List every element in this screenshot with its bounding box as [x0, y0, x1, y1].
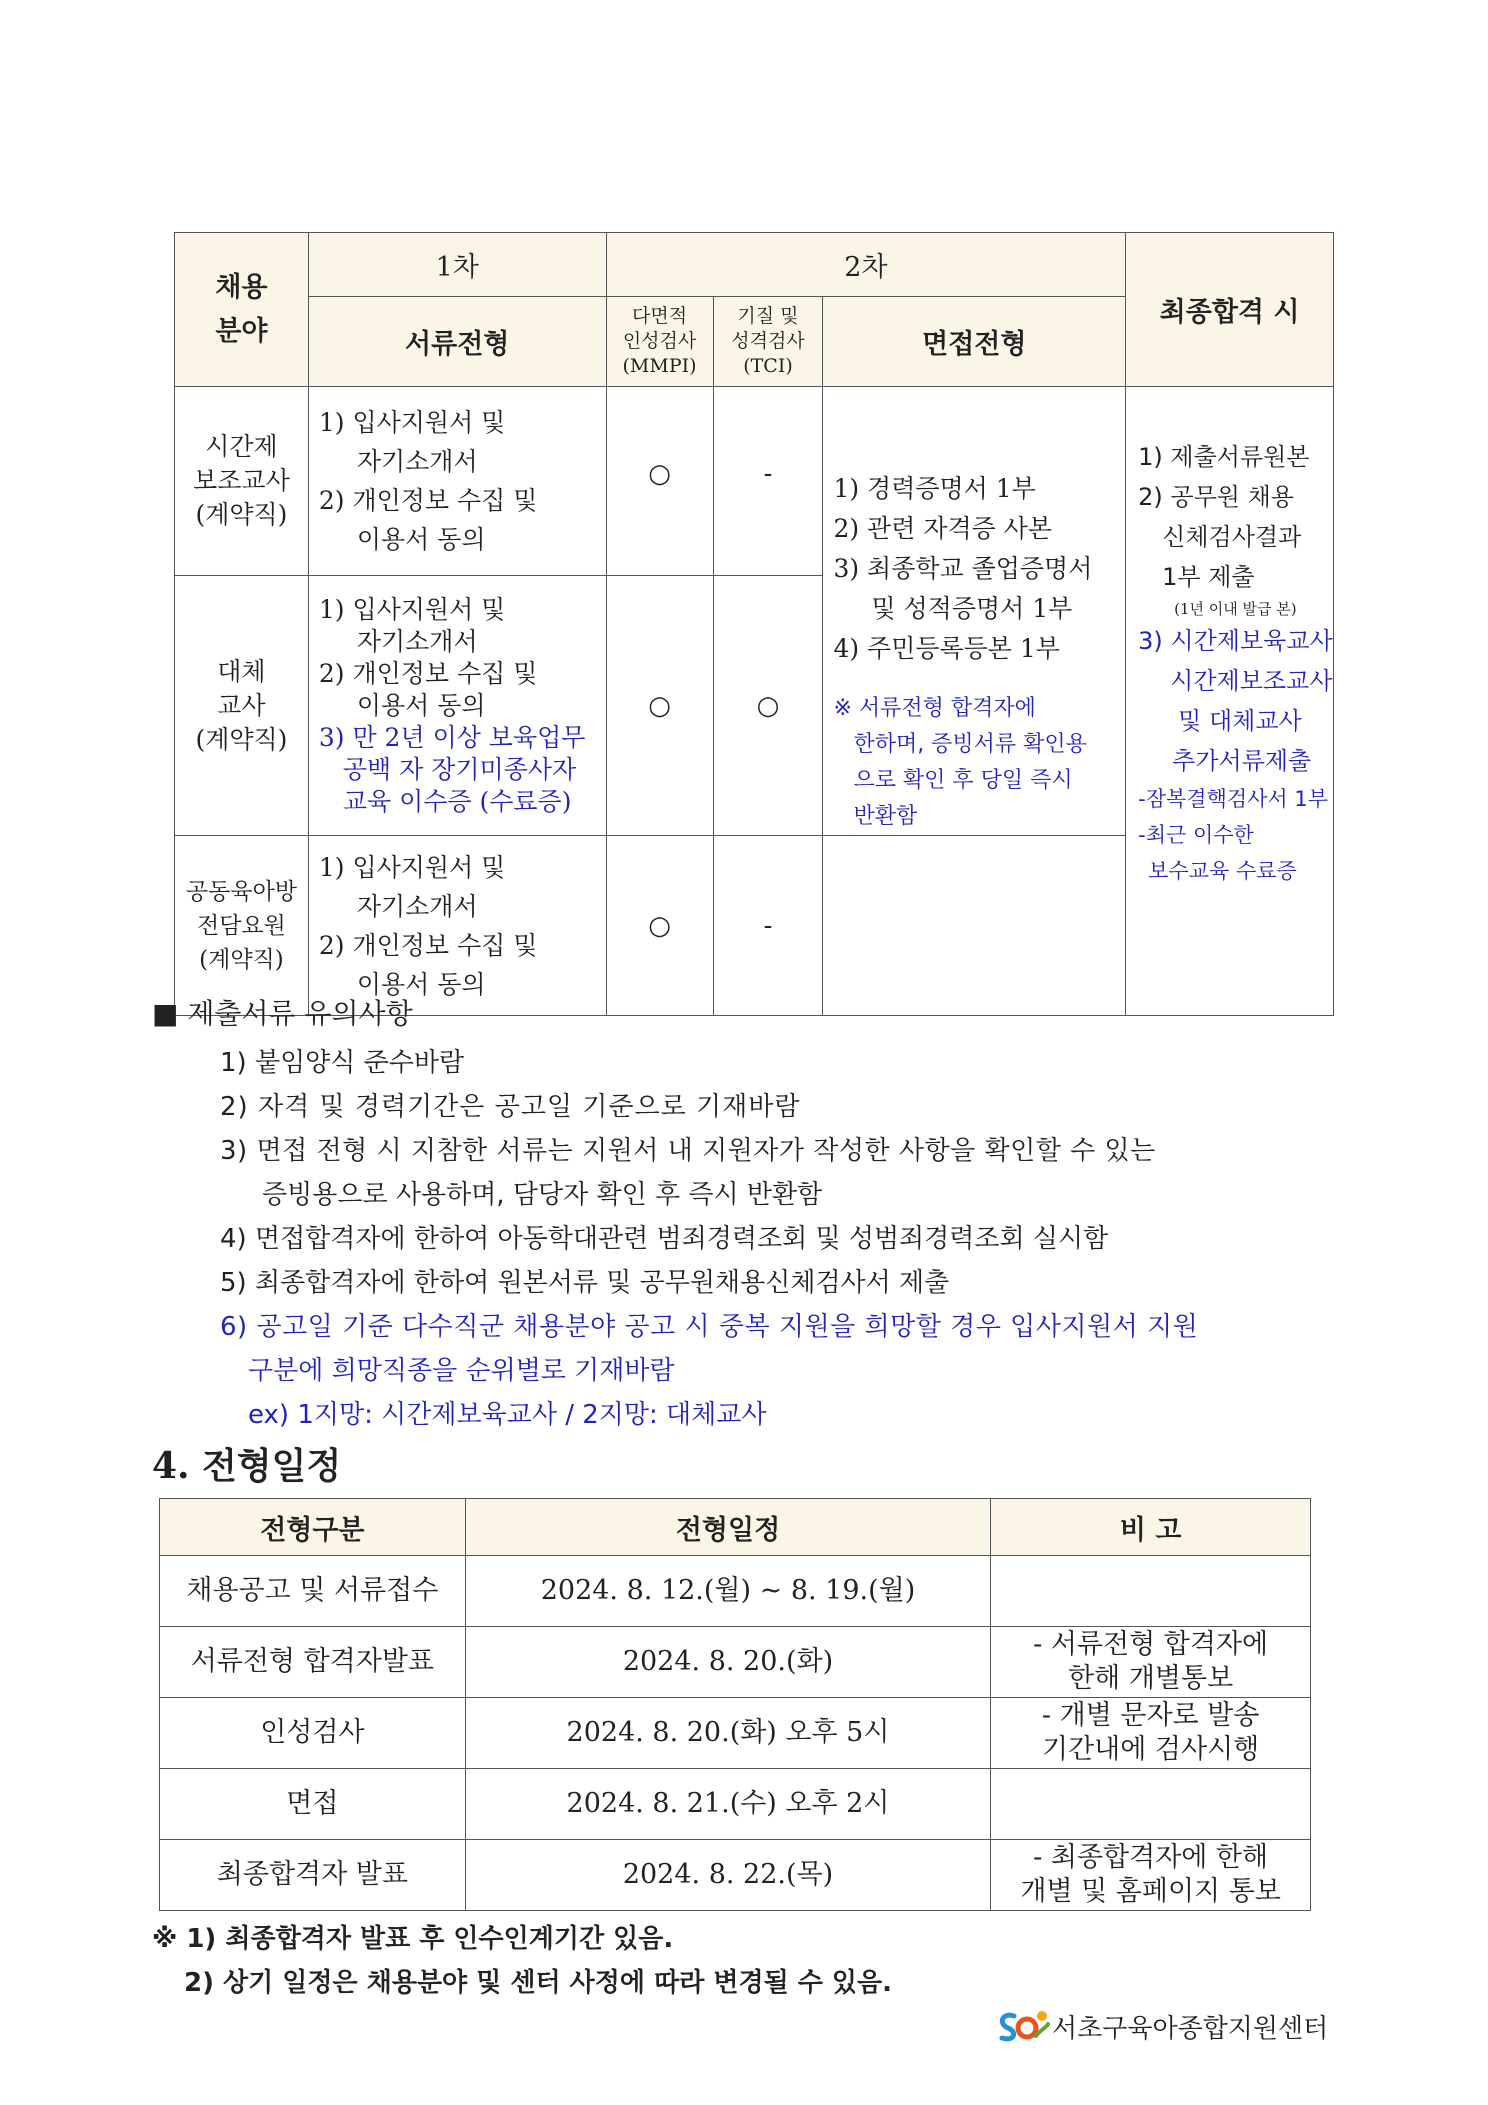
- table-row: 서류전형 합격자발표 2024. 8. 20.(화) - 서류전형 합격자에 한해 개별통보: [160, 1627, 1311, 1698]
- field-cell-part-time-assistant: 시간제 보조교사 (계약직): [175, 387, 309, 576]
- table-row: 면접 2024. 8. 21.(수) 오후 2시: [160, 1769, 1311, 1840]
- mmpi-mark: ○: [606, 576, 713, 836]
- interview-empty-cell: [823, 836, 1126, 1016]
- table-row: 인성검사 2024. 8. 20.(화) 오후 5시 - 개별 문자로 발송 기간내에 검사시행: [160, 1698, 1311, 1769]
- footnote-1: ※ 1) 최종합격자 발표 후 인수인계기간 있음.: [152, 1924, 674, 1954]
- table-row: 채용공고 및 서류접수 2024. 8. 12.(월) ~ 8. 19.(월): [160, 1556, 1311, 1627]
- header-note: 비 고: [991, 1499, 1311, 1556]
- notes-title: ■ 제출서류 유의사항: [152, 997, 413, 1030]
- section-title: 4. 전형일정: [152, 1445, 342, 1487]
- field-cell-substitute-teacher: 대체 교사 (계약직): [175, 576, 309, 836]
- interview-note: ※ 서류전형 합격자에 한하며, 증빙서류 확인용 으로 확인 후 당일 즉시 반환함: [833, 696, 1087, 829]
- field-cell-childcare-room-staff: 공동육아방 전담요원 (계약직): [175, 836, 309, 1016]
- note-item: 증빙용으로 사용하며, 담당자 확인 후 즉시 반환함: [262, 1180, 823, 1210]
- mmpi-mark: ○: [606, 836, 713, 1016]
- header-stage: 전형구분: [160, 1499, 466, 1556]
- note-item: 1) 붙임양식 준수바람: [220, 1048, 465, 1078]
- docs-cell: 1) 입사지원서 및 자기소개서 2) 개인정보 수집 및 이용서 동의: [308, 387, 606, 576]
- note-item: 4) 면접합격자에 한하여 아동학대관련 범죄경력조회 및 성범죄경력조회 실시함: [220, 1224, 1109, 1254]
- logo-mark-icon: [994, 2006, 1050, 2046]
- header-field: 채용 분야: [175, 233, 309, 387]
- note-item: 3) 면접 전형 시 지참한 서류는 지원서 내 지원자가 작성한 사항을 확인할 수 있는: [220, 1136, 1156, 1166]
- schedule-table: [159, 1498, 1311, 1911]
- note-item-highlight: ex) 1지망: 시간제보육교사 / 2지망: 대체교사: [248, 1400, 767, 1430]
- note-item: 5) 최종합격자에 한하여 원본서류 및 공무원채용신체검사서 제출: [220, 1268, 950, 1298]
- docs-cell: 1) 입사지원서 및 자기소개서 2) 개인정보 수집 및 이용서 동의: [308, 836, 606, 1016]
- footnote-2: 2) 상기 일정은 채용분야 및 센터 사정에 따라 변경될 수 있음.: [184, 1968, 893, 1998]
- header-final: 최종합격 시: [1126, 233, 1334, 387]
- header-date: 전형일정: [465, 1499, 991, 1556]
- final-docs-cell: 1) 제출서류원본 2) 공무원 채용 신체검사결과 1부 제출 (1년 이내 발급 본) 3) 시간제보육교사 시간제보조교사 및 대체교사 추가서류제출 -잠복결핵검사서 1부 -최근 이수한 보수교육 수료증: [1126, 387, 1334, 1016]
- note-item: 2) 자격 및 경력기간은 공고일 기준으로 기재바람: [220, 1092, 801, 1122]
- header-docs-screening: 서류전형: [308, 297, 606, 387]
- header-mmpi: 다면적 인성검사 (MMPI): [606, 297, 713, 387]
- note-item-highlight: 구분에 희망직종을 순위별로 기재바람: [248, 1356, 675, 1386]
- logo-text: 서초구육아종합지원센터: [1052, 2013, 1329, 2044]
- header-round2: 2차: [606, 233, 1126, 297]
- docs-cell: 1) 입사지원서 및 자기소개서 2) 개인정보 수집 및 이용서 동의 3) 만 2년 이상 보육업무 공백 자 장기미종사자 교육 이수증 (수료증): [308, 576, 606, 836]
- note-item-highlight: 6) 공고일 기준 다수직군 채용분야 공고 시 중복 지원을 희망할 경우 입사지원서 지원: [220, 1312, 1199, 1342]
- recruit-process-table: [174, 232, 1334, 1016]
- tci-mark: -: [713, 387, 823, 576]
- header-interview: 면접전형: [823, 297, 1126, 387]
- header-round1: 1차: [308, 233, 606, 297]
- tci-mark: ○: [713, 576, 823, 836]
- center-logo: [994, 2006, 1328, 2046]
- mmpi-mark: ○: [606, 387, 713, 576]
- tci-mark: -: [713, 836, 823, 1016]
- header-tci: 기질 및 성격검사 (TCI): [713, 297, 823, 387]
- table-row: 최종합격자 발표 2024. 8. 22.(목) - 최종합격자에 한해 개별 및 홈페이지 통보: [160, 1840, 1311, 1911]
- interview-docs-cell: 1) 경력증명서 1부 2) 관련 자격증 사본 3) 최종학교 졸업증명서 및 성적증명서 1부 4) 주민등록등본 1부 ※ 서류전형 합격자에 한하며, 증빙서류 확인용 으로 확인 후 당일 즉시 반환함: [823, 387, 1126, 836]
